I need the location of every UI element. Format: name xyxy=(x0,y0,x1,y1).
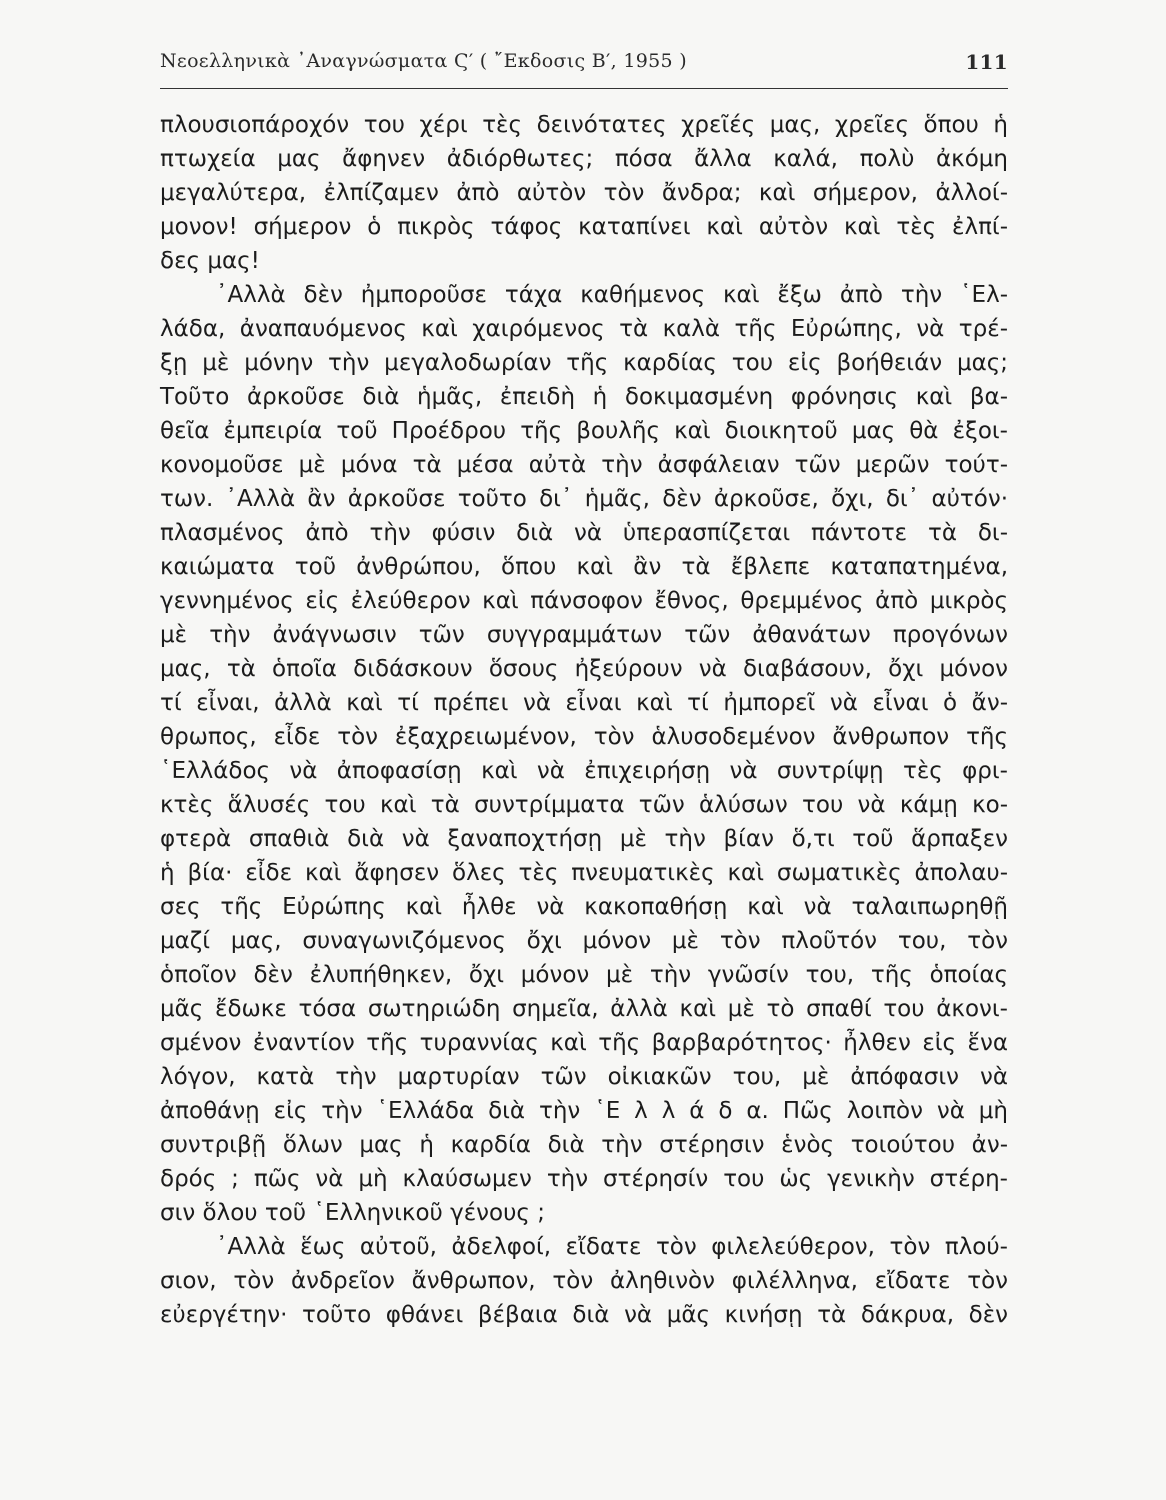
text-line: μᾶς ἔδωκε τόσα σωτηριώδη σημεῖα, ἀλλὰ καὶ μὲ τὸ σπαθί του ἀκονι- xyxy=(160,996,1008,1022)
text-line: ἀποθάνῃ εἰς τὴν ῾Ελλάδα διὰ τὴν ῾Ε λ λ ά δ α. Πῶς λοιπὸν νὰ μὴ xyxy=(160,1098,1008,1124)
text-line: δρός ; πῶς νὰ μὴ κλαύσωμεν τὴν στέρησίν του ὡς γενικὴν στέρη- xyxy=(160,1166,1008,1192)
text-line: πλουσιοπάροχόν του χέρι τὲς δεινότατες χρεῖές μας, χρεῖες ὅπου ἡ xyxy=(160,112,1008,138)
body-text xyxy=(160,108,1008,1332)
text-line: φτερὰ σπαθιὰ διὰ νὰ ξαναποχτήσῃ μὲ τὴν βίαν ὅ,τι τοῦ ἅρπαξεν xyxy=(160,826,1008,852)
text-line: σες τῆς Εὐρώπης καὶ ἦλθε νὰ κακοπαθήσῃ καὶ νὰ ταλαιπωρηθῇ xyxy=(160,894,1008,920)
paragraph-first-line: ᾿Αλλὰ ἕως αὐτοῦ, ἀδελφοί, εἴδατε τὸν φιλελεύθερον, τὸν πλού- xyxy=(216,1234,1008,1260)
text-line: πλασμένος ἀπὸ τὴν φύσιν διὰ νὰ ὑπερασπίζεται πάντοτε τὰ δι- xyxy=(160,520,1008,546)
text-line: ὁποῖον δὲν ἐλυπήθηκεν, ὄχι μόνον μὲ τὴν γνῶσίν του, τῆς ὁποίας xyxy=(160,962,1008,988)
text-line: μας, τὰ ὁποῖα διδάσκουν ὅσους ἠξεύρουν νὰ διαβάσουν, ὄχι μόνον xyxy=(160,656,1008,682)
text-line: εὐεργέτην· τοῦτο φθάνει βέβαια διὰ νὰ μᾶς κινήσῃ τὰ δάκρυα, δὲν xyxy=(160,1302,1008,1328)
text-line: συντριβῇ ὅλων μας ἡ καρδία διὰ τὴν στέρησιν ἑνὸς τοιούτου ἀν- xyxy=(160,1132,1008,1158)
text-line: δες μας! xyxy=(160,248,260,274)
header-rule xyxy=(160,88,1008,89)
text-line: ἡ βία· εἶδε καὶ ἄφησεν ὅλες τὲς πνευματικὲς καὶ σωματικὲς ἀπολαυ- xyxy=(160,860,1008,886)
text-line: σιν ὅλου τοῦ ῾Ελληνικοῦ γένους ; xyxy=(160,1200,545,1226)
page-number: 111 xyxy=(965,50,1008,74)
text-line: μὲ τὴν ἀνάγνωσιν τῶν συγγραμμάτων τῶν ἀθανάτων προγόνων xyxy=(160,622,1008,648)
text-line: θρωπος, εἶδε τὸν ἐξαχρειωμένον, τὸν ἁλυσοδεμένον ἄνθρωπον τῆς xyxy=(160,724,1008,750)
text-line: τί εἶναι, ἀλλὰ καὶ τί πρέπει νὰ εἶναι καὶ τί ἠμπορεῖ νὰ εἶναι ὁ ἄν- xyxy=(160,690,1008,716)
text-line: κτὲς ἅλυσές του καὶ τὰ συντρίμματα τῶν ἁλύσων του νὰ κάμῃ κο- xyxy=(160,792,1008,818)
text-line: λάδα, ἀναπαυόμενος καὶ χαιρόμενος τὰ καλὰ τῆς Εὐρώπης, νὰ τρέ- xyxy=(160,316,1008,342)
text-line: μονον! σήμερον ὁ πικρὸς τάφος καταπίνει καὶ αὐτὸν καὶ τὲς ἐλπί- xyxy=(160,214,1008,240)
running-header-title: Νεοελληνικὰ ᾿Αναγνώσματα Ϛ′ ( ῎Εκδοσις Β′, 1955 ) xyxy=(160,50,687,72)
text-line: μαζί μας, συναγωνιζόμενος ὄχι μόνον μὲ τὸν πλοῦτόν του, τὸν xyxy=(160,928,1008,954)
text-line: σιον, τὸν ἀνδρεῖον ἄνθρωπον, τὸν ἀληθινὸν φιλέλληνα, εἴδατε τὸν xyxy=(160,1268,1008,1294)
paragraph-first-line: ᾿Αλλὰ δὲν ἠμποροῦσε τάχα καθήμενος καὶ ἔξω ἀπὸ τὴν ῾Ελ- xyxy=(216,282,1008,308)
text-line: ῾Ελλάδος νὰ ἀποφασίσῃ καὶ νὰ ἐπιχειρήσῃ νὰ συντρίψῃ τὲς φρι- xyxy=(160,758,1008,784)
text-line: λόγον, κατὰ τὴν μαρτυρίαν τῶν οἰκιακῶν του, μὲ ἀπόφασιν νὰ xyxy=(160,1064,1008,1090)
text-line: καιώματα τοῦ ἀνθρώπου, ὅπου καὶ ἂν τὰ ἔβλεπε καταπατημένα, xyxy=(160,554,1008,580)
text-line: μεγαλύτερα, ἐλπίζαμεν ἀπὸ αὐτὸν τὸν ἄνδρα; καὶ σήμερον, ἀλλοί- xyxy=(160,180,1008,206)
text-line: σμένον ἐναντίον τῆς τυραννίας καὶ τῆς βαρβαρότητος· ἦλθεν εἰς ἕνα xyxy=(160,1030,1008,1056)
text-line: θεῖα ἐμπειρία τοῦ Προέδρου τῆς βουλῆς καὶ διοικητοῦ μας θὰ ἐξοι- xyxy=(160,418,1008,444)
text-line: κονομοῦσε μὲ μόνα τὰ μέσα αὐτὰ τὴν ἀσφάλειαν τῶν μερῶν τούτ- xyxy=(160,452,1008,478)
text-line: πτωχεία μας ἄφηνεν ἀδιόρθωτες; πόσα ἄλλα καλά, πολὺ ἀκόμη xyxy=(160,146,1008,172)
text-line: ξῃ μὲ μόνην τὴν μεγαλοδωρίαν τῆς καρδίας του εἰς βοήθειάν μας; xyxy=(160,350,1008,376)
text-line: των. ᾿Αλλὰ ἂν ἀρκοῦσε τοῦτο δι᾿ ἡμᾶς, δὲν ἀρκοῦσε, ὄχι, δι᾿ αὐτόν· xyxy=(160,486,1008,512)
text-line: Τοῦτο ἀρκοῦσε διὰ ἡμᾶς, ἐπειδὴ ἡ δοκιμασμένη φρόνησις καὶ βα- xyxy=(160,384,1008,410)
text-line: γεννημένος εἰς ἐλεύθερον καὶ πάνσοφον ἔθνος, θρεμμένος ἀπὸ μικρὸς xyxy=(160,588,1008,614)
running-header xyxy=(160,50,1008,80)
